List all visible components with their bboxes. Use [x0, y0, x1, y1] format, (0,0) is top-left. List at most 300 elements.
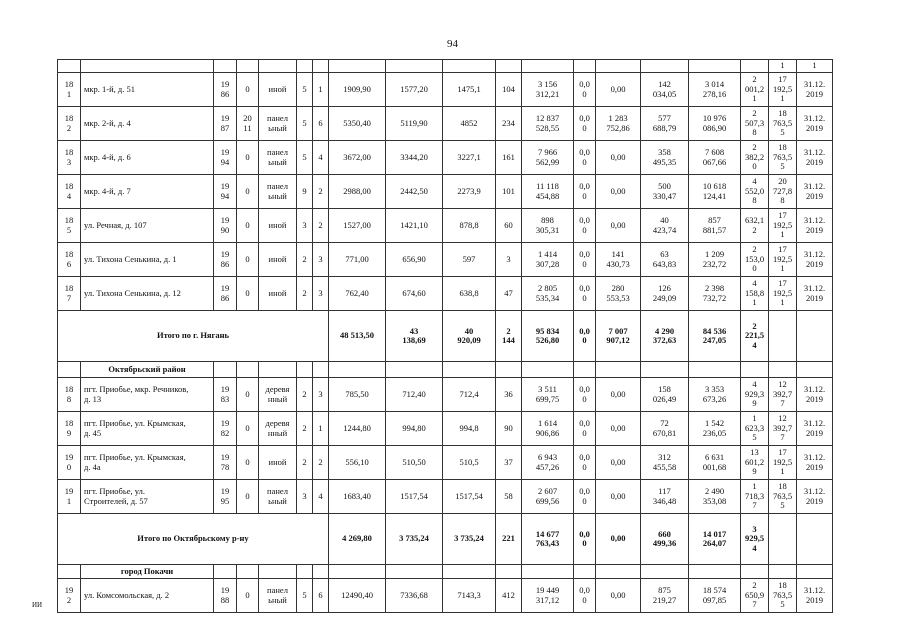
table-cell [443, 565, 496, 579]
table-cell: 3 156 312,21 [522, 73, 574, 107]
table-cell [596, 362, 641, 378]
table-cell [58, 362, 81, 378]
table-cell: 1421,10 [386, 209, 443, 243]
table-cell: 3 014 278,16 [689, 73, 741, 107]
table-cell: 2 001,2 1 [741, 73, 769, 107]
table-cell [237, 362, 259, 378]
table-cell [297, 565, 313, 579]
table-cell: 36 [496, 378, 522, 412]
table-cell: 3 [313, 277, 329, 311]
table-cell: 2 [297, 243, 313, 277]
total-cell: 2 144 [496, 311, 522, 362]
table-cell: 37 [496, 446, 522, 480]
table-cell: 577 688,79 [641, 107, 689, 141]
table-cell: 898 305,31 [522, 209, 574, 243]
table-row [58, 480, 843, 514]
table-cell: 18 3 [58, 141, 81, 175]
table-cell: 0,00 [596, 73, 641, 107]
table-cell [496, 60, 522, 73]
fragment-cell: 1 [797, 60, 833, 73]
table-cell: 510,50 [386, 446, 443, 480]
table-cell: 2 [297, 446, 313, 480]
table-cell [689, 565, 741, 579]
table-cell: 234 [496, 107, 522, 141]
table-cell [641, 362, 689, 378]
table-cell: 13 601,2 9 [741, 446, 769, 480]
table-cell [596, 565, 641, 579]
table-cell: 161 [496, 141, 522, 175]
address-cell: ул. Речная, д. 107 [81, 209, 214, 243]
table-cell: 1909,90 [329, 73, 386, 107]
table-row [58, 243, 843, 277]
table-cell: 1527,00 [329, 209, 386, 243]
total-cell: 84 536 247,05 [689, 311, 741, 362]
table-cell [214, 60, 237, 73]
table-cell: 6 [313, 579, 329, 613]
table-row [58, 209, 843, 243]
table-cell [329, 362, 386, 378]
table-cell [329, 565, 386, 579]
table-cell: 18 2 [58, 107, 81, 141]
table-cell: иной [259, 277, 297, 311]
table-cell: 2 805 535,34 [522, 277, 574, 311]
total-cell [769, 311, 797, 362]
table-cell: 857 881,57 [689, 209, 741, 243]
total-cell [797, 514, 833, 565]
table-cell: 1 [313, 412, 329, 446]
table-cell: 12 837 528,55 [522, 107, 574, 141]
table-cell: 3 [297, 480, 313, 514]
table-cell: 1244,80 [329, 412, 386, 446]
table-cell: 18 763,5 5 [769, 141, 797, 175]
address-cell: ул. Комсомольская, д. 2 [81, 579, 214, 613]
table-cell: 19 82 [214, 412, 237, 446]
table-row [58, 73, 843, 107]
table-cell: 358 495,35 [641, 141, 689, 175]
table-cell: 2 [297, 378, 313, 412]
table-cell: 31.12. 2019 [797, 175, 833, 209]
table-cell: 117 346,48 [641, 480, 689, 514]
table-cell: 58 [496, 480, 522, 514]
table-cell: 1683,40 [329, 480, 386, 514]
table-cell [259, 565, 297, 579]
table-cell: 1 718,3 7 [741, 480, 769, 514]
table-cell: 12 392,7 7 [769, 412, 797, 446]
address-cell: мкр. 1-й, д. 51 [81, 73, 214, 107]
table-cell: 7336,68 [386, 579, 443, 613]
table-cell: 60 [496, 209, 522, 243]
table-cell: 31.12. 2019 [797, 378, 833, 412]
table-cell: 17 192,5 1 [769, 73, 797, 107]
table-cell [313, 362, 329, 378]
table-cell: 10 976 086,90 [689, 107, 741, 141]
total-cell: 2 221,5 4 [741, 311, 769, 362]
table-cell: 19 94 [214, 175, 237, 209]
table-cell: 19 0 [58, 446, 81, 480]
table-cell: 1 614 906,86 [522, 412, 574, 446]
table-cell [259, 362, 297, 378]
table-cell: 18 574 097,85 [689, 579, 741, 613]
table-cell: 7 966 562,99 [522, 141, 574, 175]
table-cell: 12490,40 [329, 579, 386, 613]
table-cell: 1517,54 [443, 480, 496, 514]
table-cell: 2 [297, 277, 313, 311]
table-cell: 1 209 232,72 [689, 243, 741, 277]
total-cell: 0,0 0 [574, 311, 596, 362]
total-cell: 43 138,69 [386, 311, 443, 362]
table-cell: 2 [313, 209, 329, 243]
table-cell: 0 [237, 412, 259, 446]
table-cell: панел ьный [259, 141, 297, 175]
table-cell: 0 [237, 175, 259, 209]
table-cell: 0,0 0 [574, 579, 596, 613]
table-cell: 5350,40 [329, 107, 386, 141]
table-cell: 2 607 699,56 [522, 480, 574, 514]
table-row [58, 446, 843, 480]
table-cell: 656,90 [386, 243, 443, 277]
table-cell: 412 [496, 579, 522, 613]
table-cell: 0,0 0 [574, 209, 596, 243]
table-cell: 3 [313, 243, 329, 277]
total-cell: 95 834 526,80 [522, 311, 574, 362]
table-cell [313, 565, 329, 579]
table-row [58, 412, 843, 446]
table-cell: 0 [237, 480, 259, 514]
total-cell: 3 929,5 4 [741, 514, 769, 565]
table-cell [58, 565, 81, 579]
table-cell: деревя нный [259, 412, 297, 446]
table-cell [297, 60, 313, 73]
table-cell: 11 118 454,88 [522, 175, 574, 209]
address-cell: пгт. Приобье, ул. Строителей, д. 57 [81, 480, 214, 514]
section-row [58, 565, 843, 579]
table-cell: 126 249,09 [641, 277, 689, 311]
table-cell: 0,00 [596, 579, 641, 613]
table-cell: 2 153,0 0 [741, 243, 769, 277]
table-cell: 5 [297, 107, 313, 141]
table-cell: 17 192,5 1 [769, 446, 797, 480]
table-cell: 6 943 457,26 [522, 446, 574, 480]
table-cell: 2 [313, 446, 329, 480]
total-cell [769, 514, 797, 565]
table-cell [522, 60, 574, 73]
table-cell: 1 542 236,05 [689, 412, 741, 446]
table-cell [259, 60, 297, 73]
table-cell: 18 763,5 5 [769, 579, 797, 613]
table-cell: 18 763,5 5 [769, 107, 797, 141]
table-cell: 19 90 [214, 209, 237, 243]
table-row [58, 107, 843, 141]
table-cell: 0,0 0 [574, 480, 596, 514]
table-cell: 31.12. 2019 [797, 243, 833, 277]
table-cell: панел ьный [259, 107, 297, 141]
table-cell: иной [259, 243, 297, 277]
table-cell: 18 6 [58, 243, 81, 277]
table-cell: 31.12. 2019 [797, 107, 833, 141]
table-cell: 17 192,5 1 [769, 243, 797, 277]
table-cell: 632,1 2 [741, 209, 769, 243]
table-cell [443, 60, 496, 73]
table-cell: 158 026,49 [641, 378, 689, 412]
table-cell: 31.12. 2019 [797, 579, 833, 613]
table-cell: 10 618 124,41 [689, 175, 741, 209]
table-cell: 19 86 [214, 73, 237, 107]
total-cell [797, 311, 833, 362]
table-cell: 18 4 [58, 175, 81, 209]
table-cell: 0,00 [596, 378, 641, 412]
table-cell: 31.12. 2019 [797, 277, 833, 311]
table-cell: 19 95 [214, 480, 237, 514]
total-row [58, 311, 843, 362]
table-cell: 994,80 [386, 412, 443, 446]
address-cell: пгт. Приобье, ул. Крымская, д. 45 [81, 412, 214, 446]
table-cell [297, 362, 313, 378]
table-cell [797, 565, 833, 579]
table-cell: 510,5 [443, 446, 496, 480]
table-cell: 17 192,5 1 [769, 209, 797, 243]
table-cell: 3227,1 [443, 141, 496, 175]
table-cell: 0,0 0 [574, 378, 596, 412]
table-cell: 762,40 [329, 277, 386, 311]
table-cell: 0,00 [596, 412, 641, 446]
table-cell [641, 565, 689, 579]
address-cell: ул. Тихона Сенькина, д. 12 [81, 277, 214, 311]
table-cell [237, 565, 259, 579]
table-cell: 141 430,73 [596, 243, 641, 277]
table-cell: 18 763,5 5 [769, 480, 797, 514]
table-cell: 7 608 067,66 [689, 141, 741, 175]
table-cell: 2 382,2 0 [741, 141, 769, 175]
table-cell: 0,0 0 [574, 277, 596, 311]
table-cell: 1 [313, 73, 329, 107]
table-cell: 0 [237, 579, 259, 613]
table-cell [574, 60, 596, 73]
table-cell: 0,0 0 [574, 107, 596, 141]
table-cell: 5 [297, 73, 313, 107]
table-cell: 638,8 [443, 277, 496, 311]
table-cell: 0,0 0 [574, 243, 596, 277]
table-cell: 994,8 [443, 412, 496, 446]
table-cell: 3672,00 [329, 141, 386, 175]
table-cell [443, 362, 496, 378]
table-cell: 0,0 0 [574, 141, 596, 175]
page-number: 94 [447, 38, 458, 50]
table-cell: 40 423,74 [641, 209, 689, 243]
table-cell: 2 [297, 412, 313, 446]
table-cell: 19 88 [214, 579, 237, 613]
table-cell: 0 [237, 209, 259, 243]
table-cell: 47 [496, 277, 522, 311]
table-cell: 31.12. 2019 [797, 73, 833, 107]
total-label: Итого по Октябрьскому р-ну [58, 514, 329, 565]
table-cell: 4852 [443, 107, 496, 141]
table-cell: панел ьный [259, 579, 297, 613]
table-cell: 4 929,3 9 [741, 378, 769, 412]
table-cell: 18 5 [58, 209, 81, 243]
total-row [58, 514, 843, 565]
total-cell: 0,0 0 [574, 514, 596, 565]
table-cell [81, 60, 214, 73]
table-cell: 0 [237, 141, 259, 175]
total-cell: 7 007 907,12 [596, 311, 641, 362]
table-cell: 19 2 [58, 579, 81, 613]
table-cell: 3 511 699,75 [522, 378, 574, 412]
table-cell: 18 1 [58, 73, 81, 107]
table-cell: 18 7 [58, 277, 81, 311]
table-cell: 31.12. 2019 [797, 141, 833, 175]
table-cell: 1 283 752,86 [596, 107, 641, 141]
table-cell [741, 362, 769, 378]
total-cell: 40 920,09 [443, 311, 496, 362]
table-cell [741, 60, 769, 73]
table-cell [769, 565, 797, 579]
table-cell: 31.12. 2019 [797, 480, 833, 514]
table-cell: 0 [237, 446, 259, 480]
table-cell: 0,0 0 [574, 73, 596, 107]
table-cell [741, 565, 769, 579]
table-cell: 3 [313, 378, 329, 412]
table-cell: 18 9 [58, 412, 81, 446]
table-cell: 7143,3 [443, 579, 496, 613]
table-cell: панел ьный [259, 175, 297, 209]
table-cell: 19 86 [214, 243, 237, 277]
table-cell: 2 [313, 175, 329, 209]
table-cell: 72 670,81 [641, 412, 689, 446]
table-row [58, 579, 843, 613]
table-cell [386, 565, 443, 579]
table-cell: 9 [297, 175, 313, 209]
table-cell: 0,00 [596, 446, 641, 480]
total-cell: 3 735,24 [386, 514, 443, 565]
table-cell: 2273,9 [443, 175, 496, 209]
address-cell: пгт. Приобье, ул. Крымская, д. 4а [81, 446, 214, 480]
table-cell [689, 362, 741, 378]
total-cell: 3 735,24 [443, 514, 496, 565]
table-cell: панел ьный [259, 480, 297, 514]
section-label: Октябрьский район [81, 362, 214, 378]
table-cell: 4 [313, 480, 329, 514]
address-cell: ул. Тихона Сенькина, д. 1 [81, 243, 214, 277]
table-cell: 63 643,83 [641, 243, 689, 277]
total-cell: 0,00 [596, 514, 641, 565]
table-cell: 712,4 [443, 378, 496, 412]
table-cell: 280 553,53 [596, 277, 641, 311]
total-cell: 4 269,80 [329, 514, 386, 565]
table-cell: 785,50 [329, 378, 386, 412]
table-cell: 0 [237, 73, 259, 107]
footer-mark: ИИ [32, 601, 43, 609]
table-cell: 2 507,3 8 [741, 107, 769, 141]
table-cell: 2988,00 [329, 175, 386, 209]
table-cell [386, 60, 443, 73]
table-cell: иной [259, 209, 297, 243]
address-cell: мкр. 4-й, д. 6 [81, 141, 214, 175]
table-cell: 19 449 317,12 [522, 579, 574, 613]
table-cell: 19 78 [214, 446, 237, 480]
table-cell [574, 565, 596, 579]
table-row [58, 175, 843, 209]
table-cell: 3 353 673,26 [689, 378, 741, 412]
table-cell: 90 [496, 412, 522, 446]
table-row [58, 277, 843, 311]
table-cell [496, 565, 522, 579]
table-cell: 19 1 [58, 480, 81, 514]
housing-table [57, 59, 843, 613]
table-cell [641, 60, 689, 73]
table-cell: 3 [297, 209, 313, 243]
table-cell: 19 87 [214, 107, 237, 141]
table-cell: 20 11 [237, 107, 259, 141]
table-cell: 771,00 [329, 243, 386, 277]
table-cell: 3 [496, 243, 522, 277]
table-cell [214, 565, 237, 579]
table-cell: 878,8 [443, 209, 496, 243]
table-cell: иной [259, 73, 297, 107]
total-cell: 4 290 372,63 [641, 311, 689, 362]
table-cell [797, 362, 833, 378]
table-cell: 1577,20 [386, 73, 443, 107]
table-cell: 104 [496, 73, 522, 107]
table-cell [58, 60, 81, 73]
table-cell: 597 [443, 243, 496, 277]
table-cell: деревя нный [259, 378, 297, 412]
table-cell: 2442,50 [386, 175, 443, 209]
table-cell: 312 455,58 [641, 446, 689, 480]
total-label: Итого по г. Нягань [58, 311, 329, 362]
table-cell: 3344,20 [386, 141, 443, 175]
table-cell: 0 [237, 277, 259, 311]
table-cell: 101 [496, 175, 522, 209]
table-cell: 0,0 0 [574, 175, 596, 209]
table-cell [689, 60, 741, 73]
table-cell: 31.12. 2019 [797, 209, 833, 243]
table-cell: 4 158,8 1 [741, 277, 769, 311]
table-cell: 5 [297, 579, 313, 613]
table-cell: 19 94 [214, 141, 237, 175]
table-cell: 31.12. 2019 [797, 446, 833, 480]
table-cell [522, 565, 574, 579]
table-cell: 5119,90 [386, 107, 443, 141]
table-cell: 2 650,9 7 [741, 579, 769, 613]
table-cell [596, 60, 641, 73]
table-cell: 0 [237, 378, 259, 412]
table-cell: 20 727,8 8 [769, 175, 797, 209]
table-cell: 875 219,27 [641, 579, 689, 613]
table-cell: 712,40 [386, 378, 443, 412]
table-cell: иной [259, 446, 297, 480]
table-cell [386, 362, 443, 378]
table-cell: 2 490 353,08 [689, 480, 741, 514]
total-cell: 660 499,36 [641, 514, 689, 565]
table-row [58, 141, 843, 175]
table-cell: 12 392,7 7 [769, 378, 797, 412]
table-cell: 4 552,0 8 [741, 175, 769, 209]
fragment-cell: 1 [769, 60, 797, 73]
table-cell [522, 362, 574, 378]
table-cell: 674,60 [386, 277, 443, 311]
table-cell: 1475,1 [443, 73, 496, 107]
section-label: город Покачи [81, 565, 214, 579]
total-cell: 48 513,50 [329, 311, 386, 362]
table-cell: 0,00 [596, 141, 641, 175]
table-cell: 6 [313, 107, 329, 141]
table-cell [313, 60, 329, 73]
table-cell: 4 [313, 141, 329, 175]
table-cell: 1 623,3 5 [741, 412, 769, 446]
table-cell: 17 192,5 1 [769, 277, 797, 311]
table-cell: 142 034,05 [641, 73, 689, 107]
table-cell: 500 330,47 [641, 175, 689, 209]
